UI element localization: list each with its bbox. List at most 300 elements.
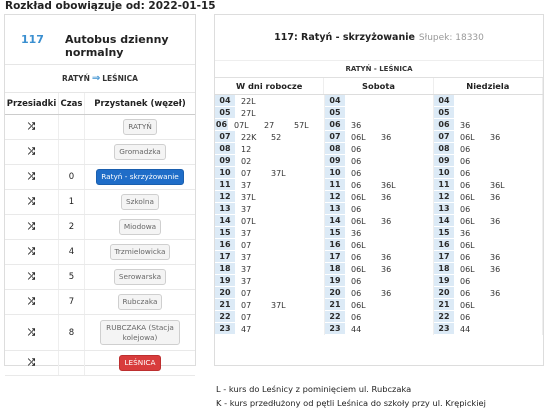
hour-cell: 11	[215, 179, 235, 191]
post-number: Słupek: 18330	[418, 32, 484, 43]
transfer-cell	[5, 115, 59, 139]
minutes-cell	[235, 229, 324, 238]
day-column	[325, 95, 434, 335]
hour-row	[434, 155, 542, 167]
stop-row	[5, 140, 195, 165]
minutes-cell	[454, 145, 542, 154]
minutes-cell	[345, 241, 433, 250]
stop-button[interactable]: Szkolna	[121, 194, 159, 209]
shuffle-icon[interactable]: ⤮	[27, 327, 36, 338]
departure-minute: 06	[351, 144, 362, 154]
departure-minute: 12	[241, 144, 252, 154]
hour-row	[434, 287, 542, 299]
hour-row	[215, 239, 324, 251]
departure-minute: 06	[351, 168, 362, 178]
stop-time	[59, 115, 85, 139]
hour-cell: 05	[434, 107, 454, 119]
departure-minute: 22K	[241, 132, 257, 142]
minutes-cell	[235, 181, 324, 190]
minutes-cell	[454, 205, 542, 214]
day-header: Niedziela	[434, 78, 543, 94]
hour-row	[215, 131, 324, 143]
departure-minute: 37	[241, 228, 252, 238]
hour-row	[434, 203, 542, 215]
stop-time: 2	[59, 215, 85, 239]
hour-cell: 15	[434, 227, 454, 239]
stop-button[interactable]: Gromadzka	[114, 144, 166, 159]
hour-cell: 22	[215, 311, 235, 323]
minutes-cell	[454, 133, 542, 142]
hour-row	[434, 227, 542, 239]
stops-table-header	[5, 93, 195, 115]
departure-minute: 06L	[460, 216, 475, 226]
shuffle-icon[interactable]: ⤮	[27, 147, 36, 157]
hour-cell: 21	[434, 299, 454, 311]
hour-row	[434, 275, 542, 287]
stop-button[interactable]: Trzmielowicka	[110, 244, 171, 259]
hour-cell: 13	[325, 203, 345, 215]
hour-row	[325, 119, 433, 131]
hour-row	[215, 143, 324, 155]
transfer-cell	[5, 215, 59, 239]
hour-cell: 09	[434, 155, 454, 167]
hour-row	[325, 131, 433, 143]
legend	[216, 382, 486, 410]
departure-minute: 06	[460, 180, 471, 190]
departure-minute: 06	[351, 276, 362, 286]
hour-row	[215, 263, 324, 275]
hour-cell: 14	[215, 215, 235, 227]
departure-minute: 57L	[294, 120, 309, 130]
hour-row	[325, 179, 433, 191]
minutes-cell	[345, 217, 433, 226]
hour-row	[325, 263, 433, 275]
departure-minute: 06	[460, 156, 471, 166]
hour-row	[215, 191, 324, 203]
departure-minute: 07	[241, 312, 252, 322]
stop-time: 5	[59, 265, 85, 289]
shuffle-icon[interactable]: ⤮	[27, 358, 36, 368]
departure-minute: 36	[381, 216, 392, 226]
transfer-cell	[5, 315, 59, 350]
hour-cell: 13	[434, 203, 454, 215]
timetable-title	[215, 15, 543, 61]
hour-cell: 20	[215, 287, 235, 299]
hour-cell: 08	[325, 143, 345, 155]
stop-row	[5, 351, 195, 376]
hour-cell: 04	[325, 95, 345, 107]
departure-minute: 06L	[460, 264, 475, 274]
hour-row	[325, 311, 433, 323]
shuffle-icon[interactable]: ⤮	[27, 297, 36, 307]
hour-cell: 21	[325, 299, 345, 311]
hour-row	[434, 251, 542, 263]
hour-cell: 16	[325, 239, 345, 251]
hour-row	[434, 107, 542, 119]
hour-cell: 21	[215, 299, 235, 311]
stop-time: 1	[59, 190, 85, 214]
hour-cell: 14	[325, 215, 345, 227]
departure-minute: 36	[490, 132, 501, 142]
hour-cell: 08	[434, 143, 454, 155]
hour-cell: 12	[215, 191, 235, 203]
departure-minute: 36	[381, 264, 392, 274]
stop-button[interactable]: LEŚNICA	[119, 355, 160, 370]
minutes-cell	[235, 277, 324, 286]
stop-row	[5, 240, 195, 265]
departure-minute: 36	[351, 228, 362, 238]
minutes-cell	[454, 181, 542, 190]
minutes-cell	[235, 253, 324, 262]
stop-cell	[85, 351, 195, 375]
hour-cell: 13	[215, 203, 235, 215]
departure-minute: 36	[490, 252, 501, 262]
minutes-cell	[454, 241, 542, 250]
departure-minute: 06	[351, 180, 362, 190]
minutes-cell	[454, 229, 542, 238]
minutes-cell	[345, 229, 433, 238]
minutes-cell	[235, 169, 324, 178]
hour-cell: 10	[215, 167, 235, 179]
departure-minute: 37L	[271, 168, 286, 178]
hour-row	[325, 323, 433, 335]
hour-cell: 16	[215, 239, 235, 251]
stop-row	[5, 165, 195, 190]
minutes-cell	[454, 121, 542, 130]
minutes-cell	[454, 193, 542, 202]
minutes-cell	[454, 325, 542, 334]
hour-cell: 06	[325, 119, 345, 131]
minutes-cell	[235, 133, 324, 142]
minutes-cell	[345, 289, 433, 298]
minutes-cell	[235, 193, 324, 202]
hour-cell: 19	[434, 275, 454, 287]
minutes-cell	[345, 301, 433, 310]
hour-cell: 06	[434, 119, 454, 131]
departure-minute: 36	[460, 228, 471, 238]
shuffle-icon[interactable]: ⤮	[27, 197, 36, 207]
hour-cell: 19	[325, 275, 345, 287]
departure-minute: 44	[351, 324, 362, 334]
minutes-cell	[235, 157, 324, 166]
departure-minute: 36	[460, 120, 471, 130]
transfer-cell	[5, 190, 59, 214]
stop-row	[5, 265, 195, 290]
hour-row	[325, 287, 433, 299]
hour-cell: 23	[215, 323, 235, 335]
minutes-cell	[345, 205, 433, 214]
timetable-direction: RATYŃ - LEŚNICA	[345, 65, 413, 73]
hour-cell: 11	[434, 179, 454, 191]
departure-minute: 36	[381, 192, 392, 202]
departure-minute: 37	[241, 264, 252, 274]
hour-row	[325, 203, 433, 215]
hour-row	[325, 191, 433, 203]
day-header: Sobota	[324, 78, 433, 94]
header-time: Czas	[59, 93, 85, 114]
minutes-cell	[235, 109, 324, 118]
header-stop: Przystanek (węzeł)	[94, 98, 186, 109]
stop-button[interactable]: Ratyń - skrzyżowanie	[96, 169, 184, 184]
minutes-cell	[345, 193, 433, 202]
shuffle-icon[interactable]: ⤮	[27, 222, 36, 232]
minutes-cell	[345, 157, 433, 166]
hour-row	[325, 215, 433, 227]
hour-cell: 10	[325, 167, 345, 179]
direction-arrow-icon: ⇒	[91, 73, 101, 84]
hour-row	[215, 167, 324, 179]
minutes-cell	[454, 253, 542, 262]
hour-row	[434, 263, 542, 275]
hour-cell: 04	[215, 95, 235, 107]
stop-row	[5, 190, 195, 215]
hour-row	[434, 119, 542, 131]
hour-cell: 19	[215, 275, 235, 287]
stop-time: 8	[59, 315, 85, 350]
minutes-cell	[235, 145, 324, 154]
hour-row	[434, 239, 542, 251]
stop-cell	[85, 190, 195, 214]
departure-minute: 06L	[351, 264, 366, 274]
minutes-cell	[235, 265, 324, 274]
legend-item-k: K - kurs przedłużony od pętli Leśnica do szkoły przy ul. Krępickiej	[216, 398, 486, 408]
departure-minute: 06L	[351, 132, 366, 142]
departure-minute: 37	[241, 180, 252, 190]
departure-minute: 06	[460, 276, 471, 286]
departure-minute: 36	[490, 216, 501, 226]
departure-minute: 36	[381, 132, 392, 142]
shuffle-icon[interactable]: ⤮	[27, 247, 36, 257]
legend-item-l: L - kurs do Leśnicy z pominięciem ul. Rubczaka	[216, 384, 412, 394]
stop-cell	[85, 165, 195, 189]
hour-row	[434, 299, 542, 311]
hour-row	[434, 179, 542, 191]
departure-minute: 06L	[351, 240, 366, 250]
departure-minute: 06	[460, 204, 471, 214]
departure-minute: 06L	[460, 132, 475, 142]
hour-row	[215, 287, 324, 299]
minutes-cell	[228, 121, 324, 130]
hour-row	[434, 215, 542, 227]
stop-row	[5, 315, 195, 351]
hour-cell: 07	[215, 131, 235, 143]
departure-minute: 06	[351, 312, 362, 322]
stop-cell	[85, 215, 195, 239]
hour-row	[215, 311, 324, 323]
hour-cell: 11	[325, 179, 345, 191]
hour-cell: 09	[325, 155, 345, 167]
hour-row	[215, 179, 324, 191]
departure-minute: 36	[351, 120, 362, 130]
departure-minute: 07L	[241, 216, 256, 226]
hour-cell: 22	[325, 311, 345, 323]
hour-cell: 16	[434, 239, 454, 251]
departure-minute: 06L	[351, 192, 366, 202]
hour-cell: 18	[325, 263, 345, 275]
hour-row	[215, 107, 324, 119]
stops-table-body	[5, 115, 195, 376]
stop-time: 4	[59, 240, 85, 264]
stop-time: 7	[59, 290, 85, 314]
minutes-cell	[235, 217, 324, 226]
departure-minute: 06	[460, 252, 471, 262]
departure-minute: 02	[241, 156, 252, 166]
timetable-route-stop: 117: Ratyń - skrzyżowanie	[274, 32, 415, 43]
departure-minute: 27L	[241, 108, 256, 118]
stop-cell	[85, 140, 195, 164]
hour-row	[325, 251, 433, 263]
minutes-cell	[345, 253, 433, 262]
timetable-grid	[215, 95, 543, 335]
minutes-cell	[345, 325, 433, 334]
header-transfers: Przesiadki	[5, 93, 59, 114]
day-column	[215, 95, 325, 335]
transfer-cell	[5, 240, 59, 264]
hour-cell: 18	[215, 263, 235, 275]
hour-row	[215, 251, 324, 263]
stop-button[interactable]: Serowarska	[114, 269, 166, 284]
departure-minute: 06L	[351, 300, 366, 310]
departure-minute: 36	[381, 288, 392, 298]
departure-minute: 07	[241, 168, 252, 178]
hour-row	[434, 323, 542, 335]
transfer-cell	[5, 265, 59, 289]
shuffle-icon[interactable]: ⤮	[27, 172, 36, 182]
hour-row	[325, 227, 433, 239]
departure-minute: 06L	[351, 216, 366, 226]
day-headers	[215, 77, 543, 95]
departure-minute: 37	[241, 204, 252, 214]
departure-minute: 37	[241, 276, 252, 286]
hour-cell: 23	[325, 323, 345, 335]
shuffle-icon[interactable]: ⤮	[27, 272, 36, 282]
departure-minute: 06	[351, 252, 362, 262]
minutes-cell	[345, 145, 433, 154]
departure-minute: 06	[460, 168, 471, 178]
minutes-cell	[235, 289, 324, 298]
route-info	[5, 15, 195, 65]
hour-cell: 07	[325, 131, 345, 143]
departure-minute: 36	[490, 264, 501, 274]
hour-cell: 17	[325, 251, 345, 263]
hour-row	[215, 155, 324, 167]
hour-cell: 17	[434, 251, 454, 263]
departure-minute: 06	[351, 288, 362, 298]
departure-minute: 06	[351, 156, 362, 166]
stop-row	[5, 290, 195, 315]
stop-cell	[85, 115, 195, 139]
hour-row	[325, 239, 433, 251]
hour-row	[215, 203, 324, 215]
minutes-cell	[454, 157, 542, 166]
hour-cell: 09	[215, 155, 235, 167]
minutes-cell	[454, 217, 542, 226]
departure-minute: 06	[460, 288, 471, 298]
minutes-cell	[454, 265, 542, 274]
stop-cell	[85, 265, 195, 289]
route-number[interactable]: 117	[21, 33, 44, 46]
hour-row	[215, 299, 324, 311]
shuffle-icon[interactable]: ⤮	[27, 122, 36, 132]
minutes-cell	[235, 313, 324, 322]
minutes-cell	[454, 289, 542, 298]
hour-row	[434, 143, 542, 155]
hour-cell: 22	[434, 311, 454, 323]
hour-cell: 10	[434, 167, 454, 179]
minutes-cell	[454, 277, 542, 286]
hour-cell: 18	[434, 263, 454, 275]
hour-cell: 06	[215, 120, 228, 129]
stop-cell	[85, 240, 195, 264]
hour-cell: 20	[434, 287, 454, 299]
hour-row	[434, 191, 542, 203]
departure-minute: 37	[241, 252, 252, 262]
minutes-cell	[345, 313, 433, 322]
departure-minute: 06	[460, 144, 471, 154]
departure-minute: 07	[241, 300, 252, 310]
stop-button[interactable]: Miodowa	[119, 219, 161, 234]
hour-row	[215, 227, 324, 239]
stop-button[interactable]: RATYŃ	[123, 119, 157, 134]
departure-minute: 37L	[271, 300, 286, 310]
hour-row	[325, 299, 433, 311]
departure-minute: 36L	[381, 180, 396, 190]
departure-minute: 06L	[460, 240, 475, 250]
timetable-panel	[214, 14, 544, 366]
direction-to: LEŚNICA	[102, 74, 138, 83]
departure-minute: 44	[460, 324, 471, 334]
hour-row	[215, 215, 324, 227]
stop-row	[5, 115, 195, 140]
stop-time	[59, 140, 85, 164]
direction-label	[5, 65, 195, 93]
departure-minute: 07L	[234, 120, 249, 130]
departure-minute: 06	[351, 204, 362, 214]
hour-row	[325, 95, 433, 107]
minutes-cell	[235, 241, 324, 250]
stop-time: 0	[59, 165, 85, 189]
day-header: W dni robocze	[215, 78, 324, 94]
minutes-cell	[454, 301, 542, 310]
hour-row	[434, 95, 542, 107]
hour-cell: 05	[215, 107, 235, 119]
departure-minute: 06	[460, 312, 471, 322]
departure-minute: 47	[241, 324, 252, 334]
hour-row	[325, 275, 433, 287]
hour-cell: 15	[325, 227, 345, 239]
minutes-cell	[345, 277, 433, 286]
hour-cell: 23	[434, 323, 454, 335]
departure-minute: 36	[490, 288, 501, 298]
minutes-cell	[454, 169, 542, 178]
minutes-cell	[345, 121, 433, 130]
stop-button[interactable]: Rubczaka	[118, 294, 163, 309]
hour-row	[325, 167, 433, 179]
departure-minute: 52	[271, 132, 282, 142]
hour-row	[434, 167, 542, 179]
stop-button[interactable]: RUBCZAKA (Stacja kolejowa)	[100, 320, 180, 344]
hour-row	[215, 119, 324, 131]
minutes-cell	[345, 181, 433, 190]
departure-minute: 06L	[460, 300, 475, 310]
schedule-valid-date: Rozkład obowiązuje od: 2022-01-15	[5, 0, 216, 12]
hour-cell: 05	[325, 107, 345, 119]
minutes-cell	[235, 97, 324, 106]
hour-cell: 15	[215, 227, 235, 239]
route-name: Autobus dzienny normalny	[65, 33, 169, 59]
hour-row	[434, 311, 542, 323]
stop-time	[59, 351, 85, 375]
